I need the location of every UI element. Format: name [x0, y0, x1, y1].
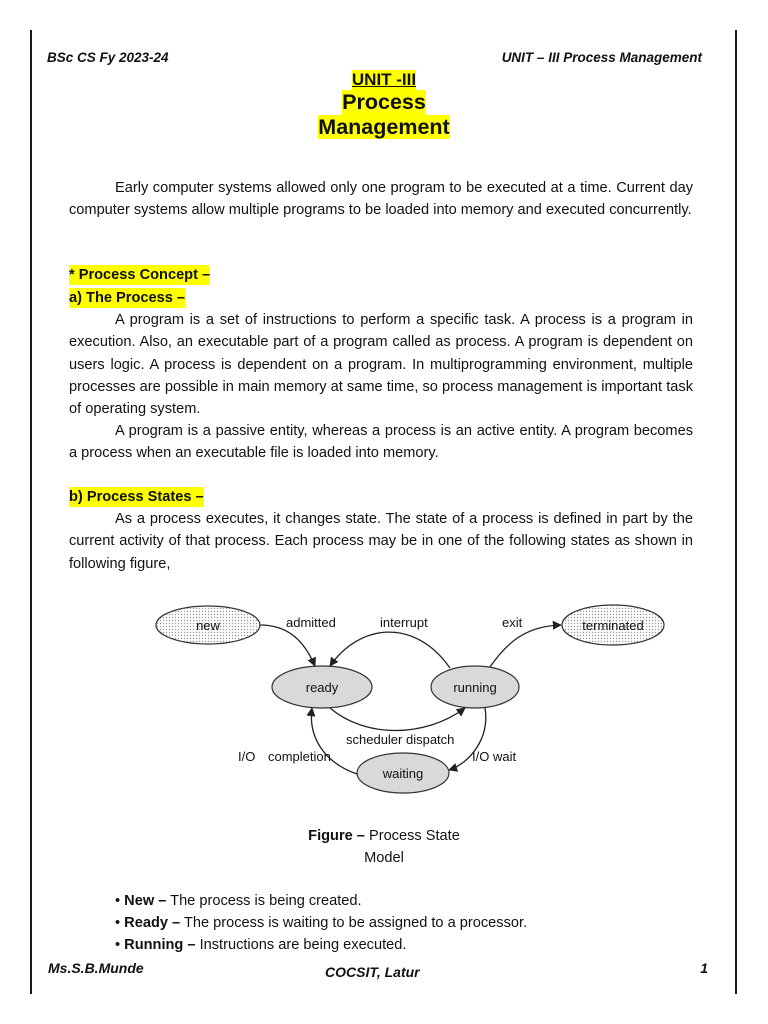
label-scheduler-dispatch: scheduler dispatch: [346, 732, 455, 747]
footer-author: Ms.S.B.Munde: [48, 960, 144, 976]
process-paragraph-1: A program is a set of instructions to perform a specific task. A process is a program in execution. Also, an executable part of a program called as process. A program is dependent on users logic. A process is dependent on a program. In multiprogramming environment, multiple processes are possible in main memory at same time, so process management is important task of operating system.: [69, 312, 693, 418]
label-new: new: [196, 618, 220, 633]
header-unit: UNIT – III Process Management: [501, 50, 702, 65]
header-course: BSc CS Fy 2023-24: [47, 50, 169, 65]
heading-process-states: b) Process States –: [69, 489, 204, 505]
label-completion: completion: [268, 749, 331, 764]
arrow-interrupt: [330, 632, 450, 668]
caption-label: Figure –: [308, 828, 365, 844]
left-margin-rule: [30, 30, 32, 994]
label-io: I/O: [238, 749, 256, 764]
bullet-desc: The process is waiting to be assigned to a processor.: [180, 915, 528, 931]
label-ready: ready: [305, 680, 339, 695]
list-item: • New – The process is being created.: [115, 893, 362, 909]
heading-the-process: a) The Process –: [69, 290, 185, 306]
bullet-term: Ready –: [124, 915, 181, 931]
label-io-wait: I/O wait: [472, 749, 517, 764]
list-item: • Running – Instructions are being executed.: [115, 937, 407, 953]
label-interrupt: interrupt: [380, 615, 428, 630]
figure-caption: [294, 825, 474, 869]
label-admitted: admitted: [286, 615, 336, 630]
right-margin-rule: [735, 30, 737, 994]
bullet-desc: Instructions are being executed.: [195, 937, 407, 953]
title-line-1: Process: [342, 90, 426, 114]
title-block: [0, 70, 768, 139]
bullet-desc: The process is being created.: [166, 893, 362, 909]
title-line-2: Management: [318, 114, 450, 139]
states-paragraph: As a process executes, it changes state. The state of a process is defined in part by the current activity of that process. Each process may be in one of the following states as shown in following figure,: [69, 511, 693, 572]
arrow-admitted: [260, 625, 315, 666]
heading-process-concept: * Process Concept –: [69, 267, 211, 283]
bullet-term: New –: [124, 893, 167, 909]
unit-title: UNIT -III: [351, 70, 417, 89]
footer-page-number: 1: [700, 960, 708, 976]
process-paragraph-2: A program is a passive entity, whereas a process is an active entity. A program becomes a process when an executable file is loaded into memory.: [69, 423, 693, 462]
arrow-scheduler-dispatch: [330, 708, 465, 731]
bullet-term: Running –: [124, 937, 196, 953]
state-bullet-list: [115, 890, 527, 956]
arrow-exit: [490, 625, 561, 667]
process-state-diagram: [150, 598, 670, 798]
footer-institution: COCSIT, Latur: [325, 964, 420, 980]
label-waiting: waiting: [382, 766, 424, 781]
label-running: running: [453, 680, 497, 695]
label-terminated: terminated: [582, 618, 644, 633]
caption-text: Process State Model: [364, 828, 460, 866]
intro-paragraph: Early computer systems allowed only one program to be executed at a time. Current day computer systems allow multiple programs to be loaded into memory and executed concurrently.: [69, 180, 693, 219]
list-item: • Ready – The process is waiting to be assigned to a processor.: [115, 915, 528, 931]
label-exit: exit: [502, 615, 523, 630]
